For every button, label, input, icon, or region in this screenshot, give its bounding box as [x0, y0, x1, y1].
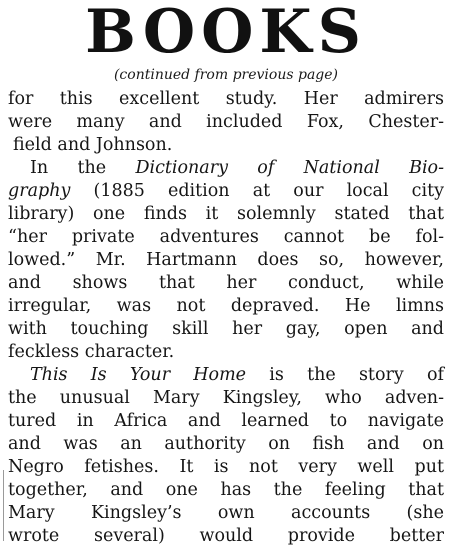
text-run: In the: [30, 158, 136, 178]
text-run: (1885 edition at our local city: [70, 181, 444, 201]
book-title-italic: graphy: [8, 181, 71, 201]
text-line: together, and one has the feeling that: [8, 480, 444, 500]
text-run: is the story of: [246, 365, 444, 385]
section-title: BOOKS: [85, 0, 367, 67]
text-line: library) one finds it solemnly stated that: [8, 204, 444, 224]
text-line: and shows that her conduct, while: [8, 273, 444, 293]
paragraph-1: [8, 88, 444, 157]
continued-note: (continued from previous page): [113, 67, 339, 83]
text-line: irregular, was not depraved. He limns: [8, 296, 444, 316]
text-line: field and Johnson.: [13, 135, 173, 155]
book-title-italic: This Is Your Home: [30, 365, 247, 385]
text-line: [8, 157, 444, 180]
text-line: [8, 364, 444, 387]
text-line: with touching skill her gay, open and: [8, 319, 444, 339]
text-line: wrote several) would provide better: [8, 526, 444, 546]
column-rule: [3, 470, 4, 541]
text-line: “her private adventures cannot be fol-: [8, 227, 444, 247]
text-line: Mary Kingsley’s own accounts (she: [8, 503, 444, 523]
text-line: [8, 180, 444, 203]
paragraph-2: [8, 157, 444, 364]
text-line: and was an authority on fish and on: [8, 434, 444, 454]
text-line: tured in Africa and learned to navigate: [8, 411, 444, 431]
text-line: lowed.” Mr. Hartmann does so, however,: [8, 250, 444, 270]
text-line: Negro fetishes. It is not very well put: [8, 457, 444, 477]
text-line: for this excellent study. Her admirers: [8, 89, 444, 109]
paragraph-3: [8, 364, 444, 548]
article-body: [8, 88, 444, 548]
text-line: were many and included Fox, Chester-: [8, 112, 444, 132]
book-title-italic: Dictionary of National Bio-: [135, 158, 445, 178]
text-line: feckless character.: [8, 342, 175, 362]
text-line: the unusual Mary Kingsley, who adven-: [8, 388, 444, 408]
